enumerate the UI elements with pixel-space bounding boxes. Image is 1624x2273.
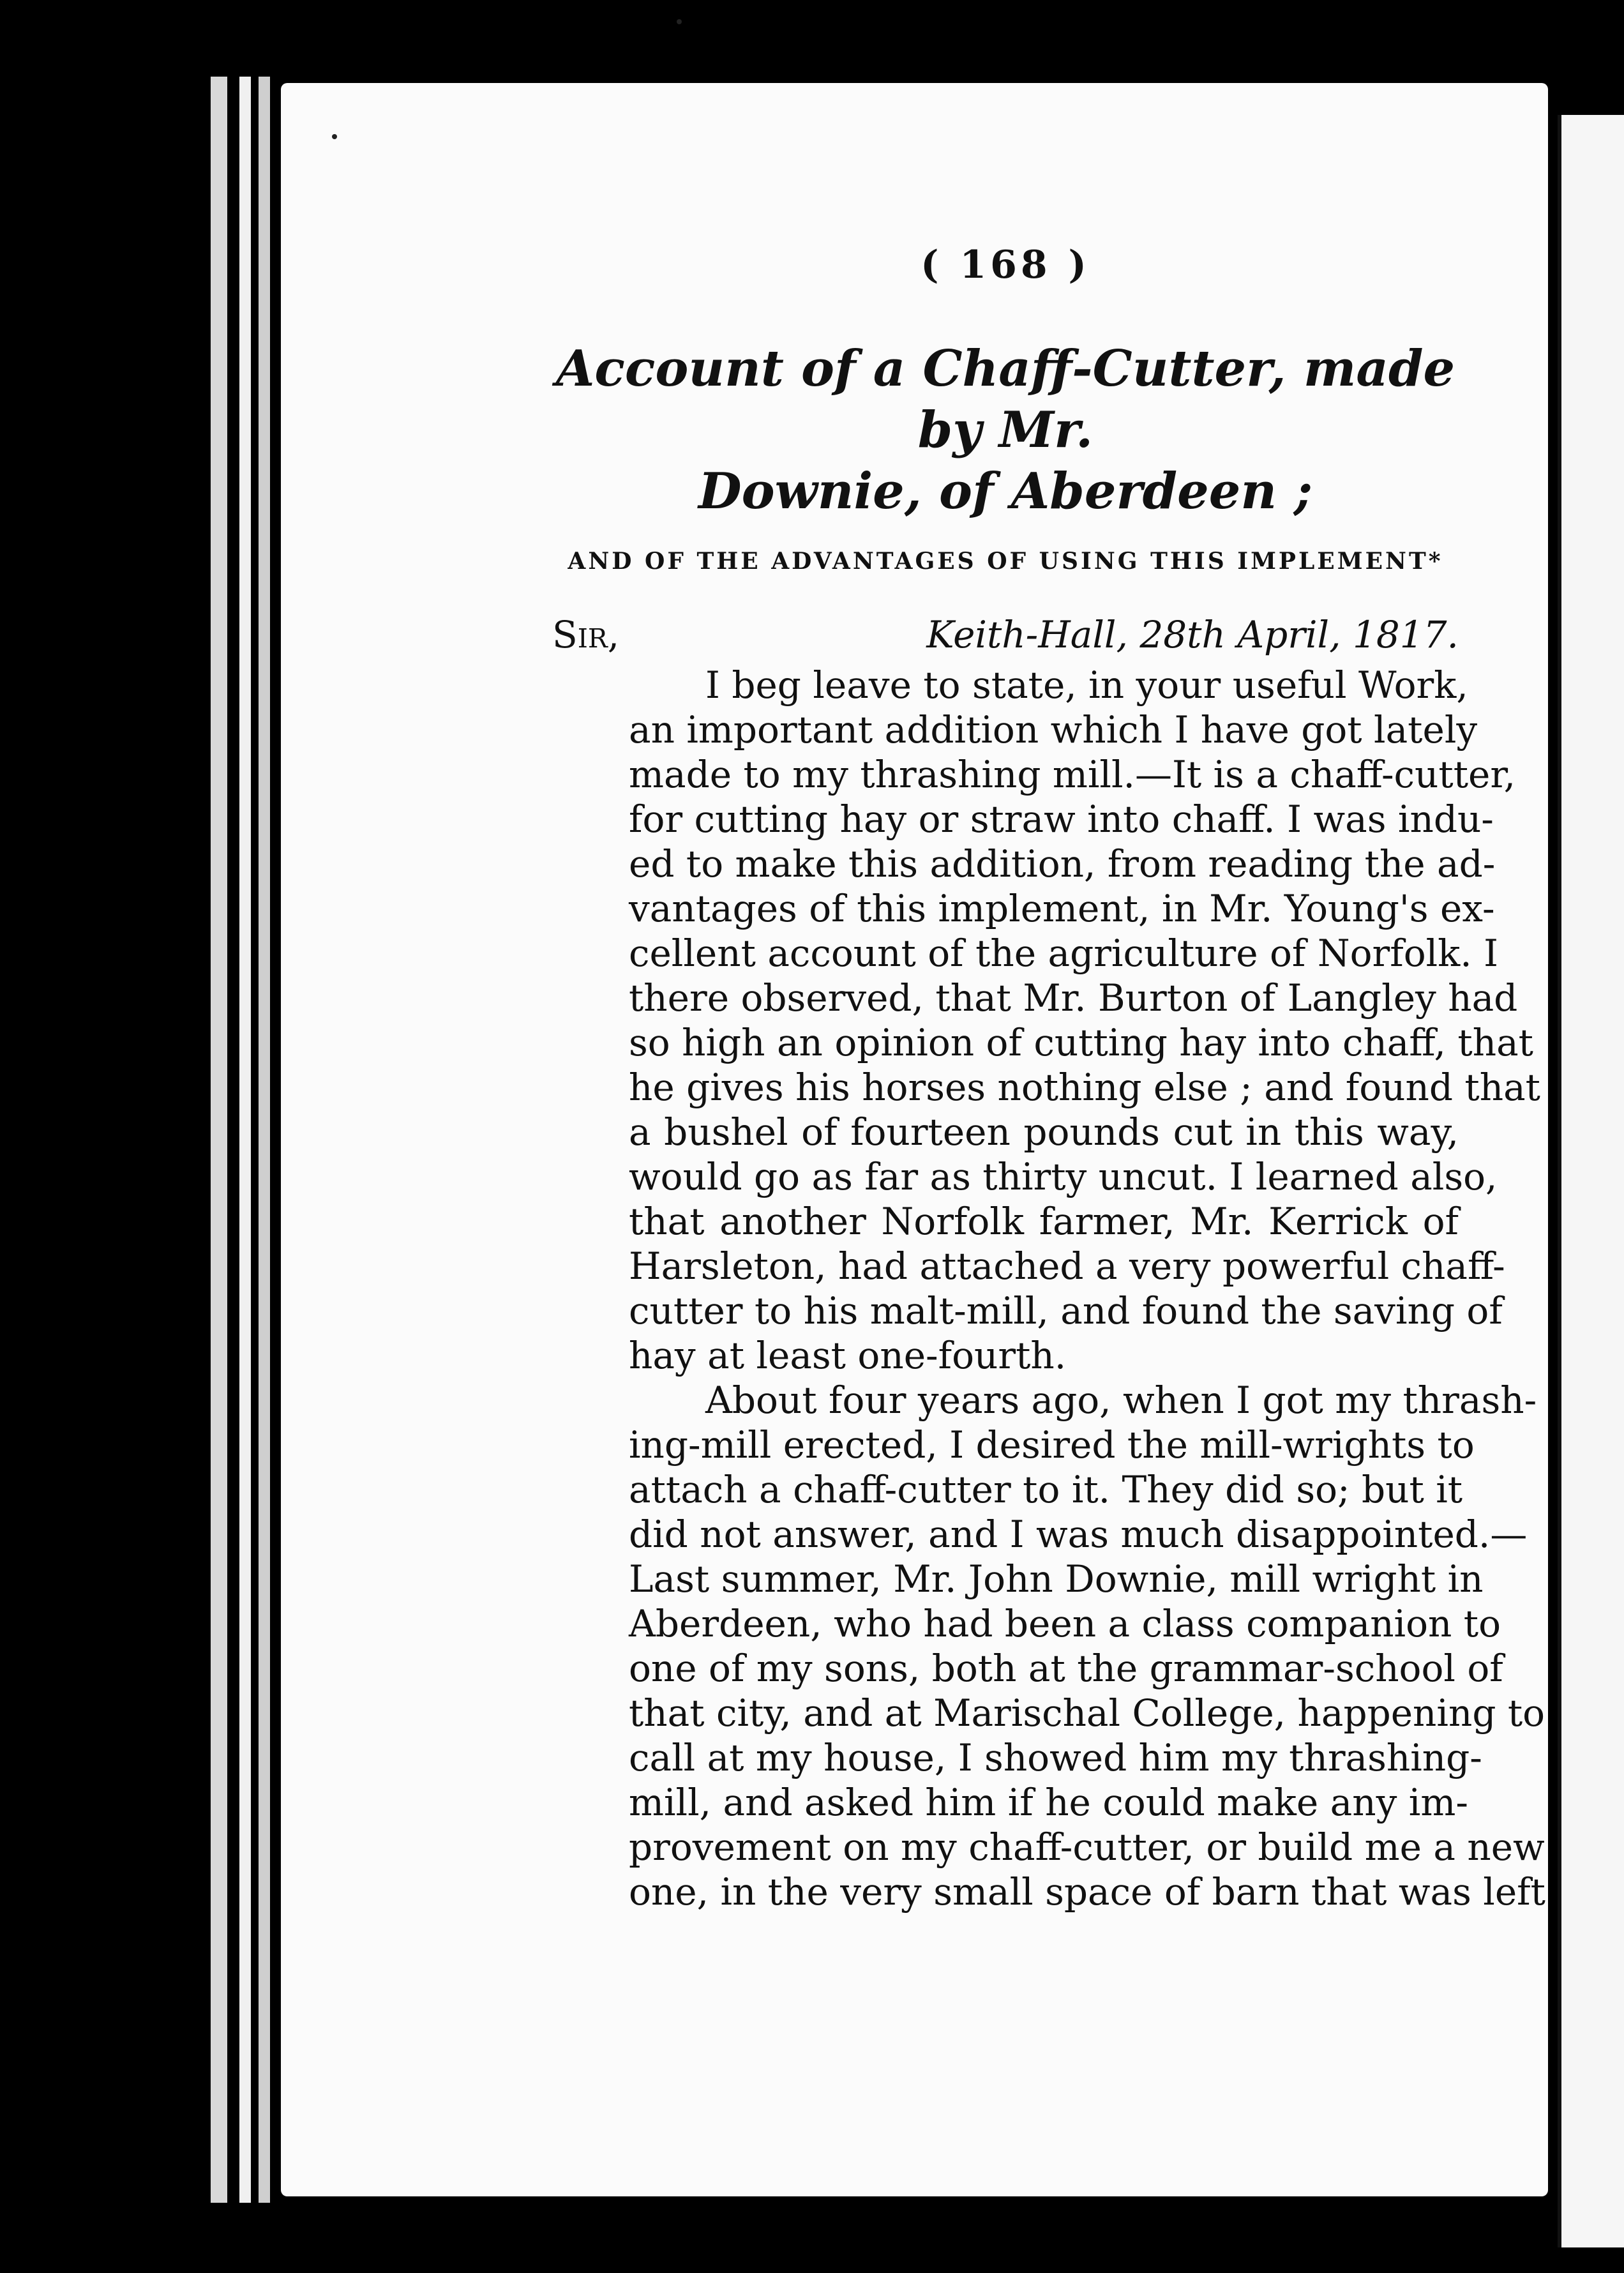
- text-line: provement on my chaff-cutter, or build me a new: [629, 1825, 1545, 1869]
- letter-header: [552, 613, 1459, 656]
- article-title: [552, 338, 1459, 522]
- text-line: attach a chaff-cutter to it. They did so; but it: [629, 1468, 1463, 1511]
- text-line: I beg leave to state, in your useful Work,: [705, 663, 1468, 707]
- text-block: [552, 243, 1545, 1914]
- text-line: hay at least one-fourth.: [629, 1334, 1067, 1377]
- text-line: he gives his horses nothing else ; and found that: [629, 1066, 1540, 1109]
- text-line: mill, and asked him if he could make any im-: [629, 1781, 1468, 1824]
- page-number: ( 168 ): [921, 243, 1090, 287]
- text-line: About four years ago, when I got my thrash-: [705, 1378, 1537, 1422]
- scan-speck: [332, 134, 337, 139]
- text-line: ing-mill erected, I desired the mill-wrights to: [629, 1423, 1475, 1467]
- text-line: vantages of this implement, in Mr. Young's ex-: [629, 887, 1495, 930]
- text-line: ed to make this addition, from reading the ad-: [629, 842, 1496, 886]
- title-line-2: Downie, of Aberdeen ;: [698, 462, 1313, 520]
- text-line: Harsleton, had attached a very powerful chaff-: [629, 1244, 1505, 1288]
- dateline: Keith-Hall, 28th April, 1817.: [926, 613, 1459, 656]
- text-line: there observed, that Mr. Burton of Langley had: [629, 976, 1518, 1020]
- text-line: did not answer, and I was much disappointed.—: [629, 1513, 1528, 1556]
- salutation: Sir,: [552, 613, 620, 656]
- text-line: call at my house, I showed him my thrashing-: [629, 1736, 1482, 1779]
- text-line: for cutting hay or straw into chaff. I was indu-: [629, 797, 1494, 841]
- text-line: an important addition which I have got lately: [629, 708, 1478, 751]
- text-line: cutter to his malt-mill, and found the saving of: [629, 1289, 1503, 1333]
- book-edge-stripe: [239, 77, 251, 2203]
- text-line: one, in the very small space of barn that was left: [629, 1870, 1545, 1914]
- text-line: made to my thrashing mill.—It is a chaff-cutter,: [629, 753, 1516, 796]
- book-edge-stripe: [259, 77, 270, 2203]
- text-line: a bushel of fourteen pounds cut in this way,: [629, 1110, 1459, 1154]
- text-line: one of my sons, both at the grammar-school of: [629, 1647, 1503, 1690]
- paragraph-1: [552, 663, 1540, 1378]
- text-line: so high an opinion of cutting hay into chaff, that: [629, 1021, 1533, 1064]
- scan-speck: [677, 19, 682, 24]
- book-edge-stripe: [211, 77, 227, 2203]
- text-line: Aberdeen, who had been a class companion to: [629, 1602, 1501, 1645]
- text-line: that city, and at Marischal College, happening to: [629, 1691, 1545, 1735]
- text-line: Last summer, Mr. John Downie, mill wright in: [629, 1557, 1484, 1601]
- article-subtitle: AND OF THE ADVANTAGES OF USING THIS IMPLEMENT*: [568, 548, 1443, 575]
- title-line-1: Account of a Chaff-Cutter, made by Mr.: [555, 340, 1455, 459]
- text-line: that another Norfolk farmer, Mr. Kerrick of: [629, 1200, 1459, 1243]
- text-line: cellent account of the agriculture of Norfolk. I: [629, 932, 1499, 975]
- text-line: would go as far as thirty uncut. I learned also,: [629, 1155, 1498, 1198]
- paragraph-2: [552, 1378, 1545, 1914]
- facing-page-edge: [1558, 115, 1624, 2247]
